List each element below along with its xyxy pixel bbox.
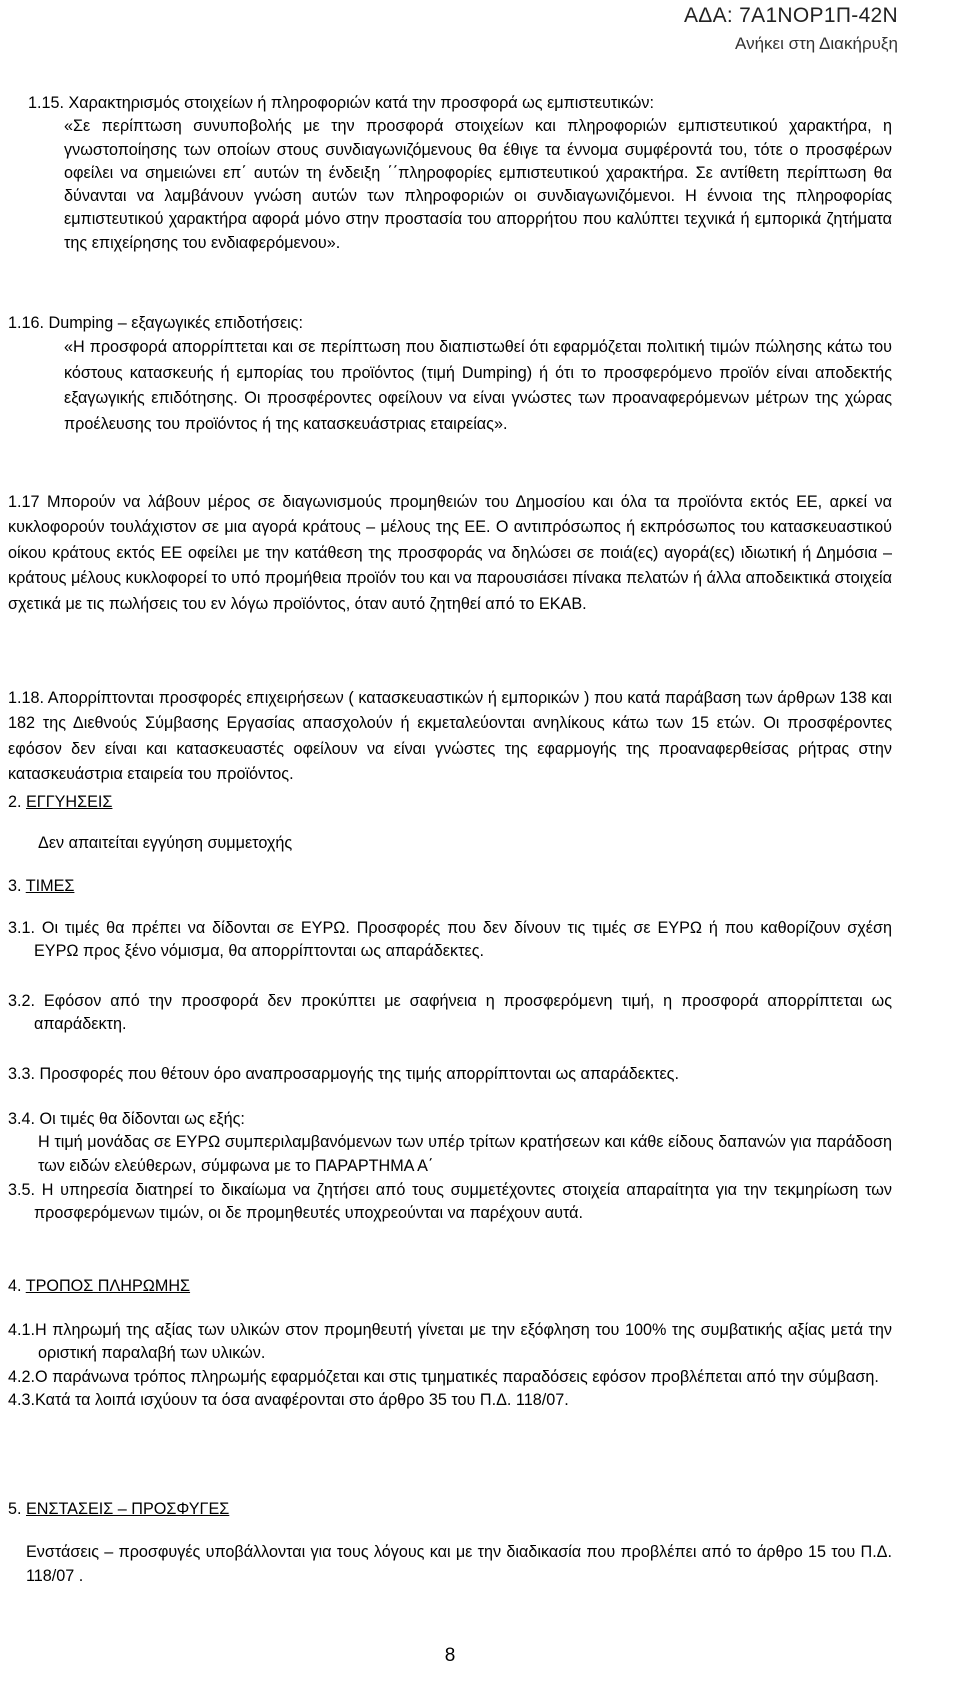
section-5 [8, 1498, 892, 1588]
section-number: 2. [8, 793, 26, 811]
para-3-2 [8, 990, 892, 1037]
page-number: 8 [444, 1645, 456, 1666]
section-1-16-body: «Η προσφορά απορρίπτεται και σε περίπτωση που διαπιστωθεί ότι εφαρμόζεται πολιτική τιμών πώλησης κάτω του κόστους κατασκευής ή εμπορίας του προϊόντος (τιμή Dumping) ή ότι το προσφερόμενο προϊόν είναι αποδεκτής εξαγωγικής επιδότησης. Οι προσφέροντες οφείλουν να είναι γνώστες των προαναφερόμενων μέτρων της χώρας προέλευσης του προϊόντος ή της κατασκευάστριας εταιρείας». [64, 338, 892, 434]
section-1-17 [8, 490, 892, 617]
para-4-3-text: 4.3.Κατά τα λοιπά ισχύουν τα όσα αναφέρονται στο άρθρο 35 του Π.Δ. 118/07. [8, 1390, 569, 1409]
section-4-heading [8, 1275, 892, 1298]
para-3-1-text: 3.1. Οι τιμές θα πρέπει να δίδονται σε ΕΥΡΩ. Προσφορές που δεν δίνουν τις τιμές σε ΕΥΡΩ ή που καθορίζουν σχέση ΕΥΡΩ προς ξένο νόμισμα, θα απορρίπτονται ως απαράδεκτες. [8, 919, 892, 961]
para-3-3 [8, 1063, 892, 1086]
section-number: 3. [8, 877, 26, 895]
para-3-5-text: 3.5. Η υπηρεσία διατηρεί το δικαίωμα να ζητήσει από τους συμμετέχοντες στοιχεία απαραίτητα για την τεκμηρίωση των προσφερόμενων τιμών, οι δε προμηθευτές υποχρεούνται να παρέχουν αυτά. [8, 1181, 892, 1223]
para-3-4-heading: 3.4. Οι τιμές θα δίδονται ως εξής: [8, 1110, 245, 1128]
section-2 [8, 791, 892, 856]
section-1-17-body: 1.17 Μπορούν να λάβουν μέρος σε διαγωνισμούς προμηθειών του Δημοσίου και όλα τα προϊόντα εκτός ΕΕ, αρκεί να κυκλοφορούν τουλάχιστον σε μια αγορά κράτους – μέλους της ΕΕ. Ο αντιπρόσωπος ή εκπρόσωπος του κατασκευαστικού οίκου κράτους εκτός ΕΕ οφείλει με την κατάθεση της προσφοράς να δηλώσει σε ποιά(ες) αγορά(ες) ιδιωτική ή Δημόσια – κράτους μέλους κυκλοφορεί το υπό προμήθεια προϊόν του και να παρουσιάσει πίνακα πελατών ή άλλα αποδεικτικά στοιχεία σχετικά με τις πωλήσεις του εν λόγω προϊόντος, όταν αυτό ζητηθεί από το ΕΚΑΒ. [8, 493, 892, 613]
para-3-1 [8, 917, 892, 964]
para-3-4-text: Η τιμή μονάδας σε ΕΥΡΩ συμπεριλαμβανόμενων των υπέρ τρίτων κρατήσεων και κάθε είδους δαπανών για παράδοση των ειδών ελεύθερων, σύμφωνα με το ΠΑΡΑΡΤΗΜΑ Α΄ [38, 1133, 892, 1175]
section-1-15-heading: 1.15. Χαρακτηρισμός στοιχείων ή πληροφοριών κατά την προσφορά ως εμπιστευτικών: [28, 94, 654, 112]
para-4-2-text: 4.2.Ο παράνωνα τρόπος πληρωμής εφαρμόζεται και στις τμηματικές παραδόσεις εφόσον προβλέπεται από την σύμβαση. [8, 1367, 879, 1386]
section-title: ΕΓΓΥΗΣΕΙΣ [26, 793, 113, 811]
para-3-5 [8, 1179, 892, 1226]
section-3 [8, 875, 892, 898]
section-5-heading [8, 1498, 892, 1521]
section-1-18 [8, 686, 892, 788]
para-3-2-text: 3.2. Εφόσον από την προσφορά δεν προκύπτει με σαφήνεια η προσφερόμενη τιμή, η προσφορά απορρίπτεται ως απαράδεκτη. [8, 992, 892, 1034]
section-3-heading [8, 875, 892, 898]
section-1-15-body: «Σε περίπτωση συνυποβολής με την προσφορά στοιχείων και πληροφοριών εμπιστευτικού χαρακτήρα, η γνωστοποίησης των οποίων στους συνδιαγωνιζόμενους θα έθιγε τα έννομα συμφέροντά του, τότε ο προσφέρων οφείλει να σημειώνει επ΄ αυτών τη ένδειξη ΄΄πληροφορίες εμπιστευτικού χαρακτήρα. Σε αντίθετη περίπτωση θα δύνανται να λαμβάνουν γνώση αυτών των πληροφοριών οι συνδιαγωνιζόμενοι. Η έννοια της πληροφορίας εμπιστευτικού χαρακτήρα αφορά μόνο στην προστασία του απορρήτου που καλύπτει τεχνικά ή εμπορικά ζητήματα της επιχείρησης του ενδιαφερόμενου». [64, 117, 892, 252]
para-3-4 [8, 1108, 892, 1178]
section-1-18-body: 1.18. Απορρίπτονται προσφορές επιχειρήσεων ( κατασκευαστικών ή εμπορικών ) που κατά παράβαση των άρθρων 138 και 182 της Διεθνούς Σύμβασης Εργασίας απασχολούν ή εκμεταλεύονται ανηλίκους κάτω των 15 ετών. Οι προσφέροντες εφόσον δεν είναι και κατασκευαστές οφείλουν να είναι γνώστες της εφαρμογής της προαναφερθείσας ρήτρας στην κατασκευάστρια εταιρεία του προϊόντος. [8, 689, 892, 784]
section-4 [8, 1275, 892, 1298]
section-1-16-heading: 1.16. Dumping – εξαγωγικές επιδοτήσεις: [8, 314, 303, 332]
section-1-15 [8, 92, 892, 255]
para-4-1-text: 4.1.Η πληρωμή της αξίας των υλικών στον προμηθευτή γίνεται με την εξόφληση του 100% της συμβατικής αξίας μετά την οριστική παραλαβή των υλικών. [8, 1321, 892, 1363]
section-number: 4. [8, 1277, 26, 1295]
section-2-text: Δεν απαιτείται εγγύηση συμμετοχής [38, 834, 293, 853]
section-title: ΕΝΣΤΑΣΕΙΣ – ΠΡΟΣΦΥΓΕΣ [26, 1500, 230, 1518]
section-title: ΤΡΟΠΟΣ ΠΛΗΡΩΜΗΣ [25, 1277, 191, 1295]
section-1-16 [8, 312, 892, 438]
section-5-text: Ενστάσεις – προσφυγές υποβάλλονται για τους λόγους και με την διαδικασία που προβλέπει από το άρθρο 15 του Π.Δ. 118/07 . [26, 1543, 892, 1585]
section-title: ΤΙΜΕΣ [25, 877, 75, 895]
ada-code: ΑΔΑ: 7Α1ΝΟΡ1Π-42Ν [683, 4, 898, 27]
para-4-x [8, 1319, 892, 1412]
section-number: 5. [8, 1500, 26, 1518]
para-3-3-text: 3.3. Προσφορές που θέτουν όρο αναπροσαρμογής της τιμής απορρίπτονται ως απαράδεκτες. [8, 1065, 679, 1083]
section-2-heading [8, 791, 892, 814]
header-subtitle: Ανήκει στη Διακήρυξη [735, 34, 898, 53]
